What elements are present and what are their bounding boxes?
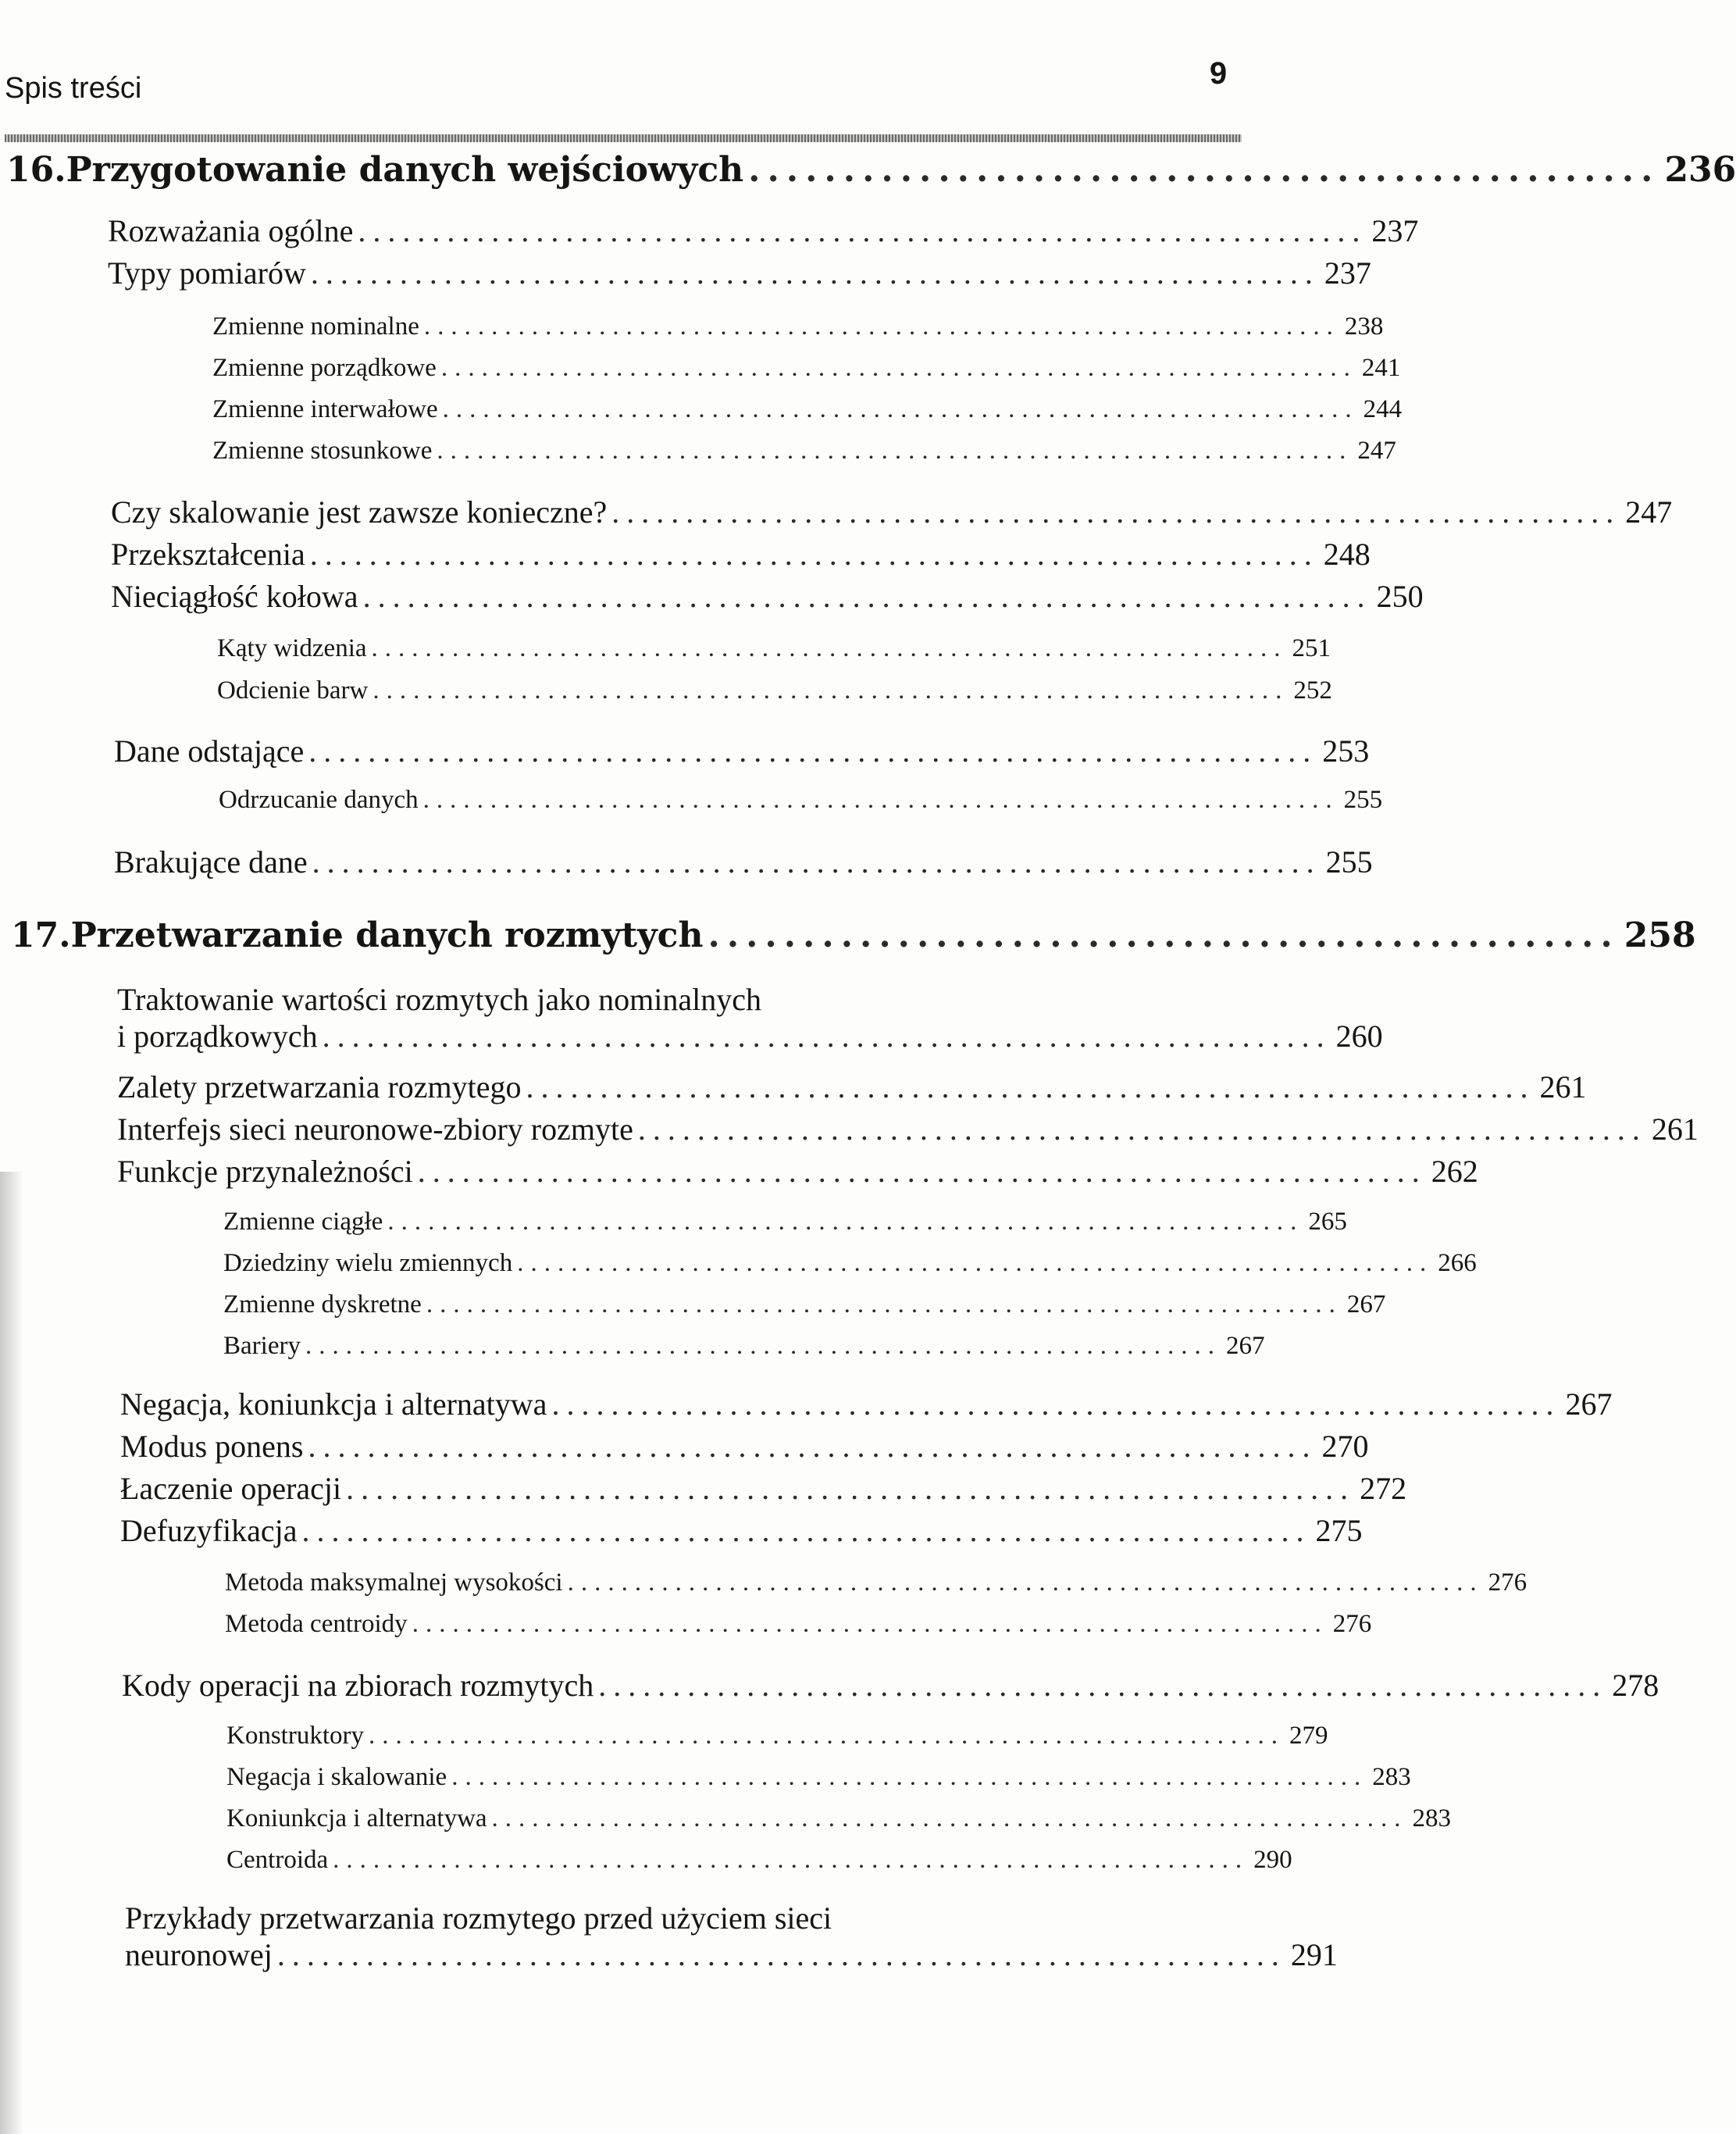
leader-dots: ....................................................................	[362, 579, 1372, 614]
leader-dots: ....................................................................	[598, 1668, 1608, 1703]
page-ref: 272	[1360, 1471, 1407, 1506]
entry-title: Dane odstające	[114, 733, 305, 769]
page-ref: 266	[1438, 1249, 1477, 1277]
entry-title: Odcienie barw	[217, 676, 369, 705]
leader-dots: ....................................................................	[426, 1290, 1342, 1319]
entry-title: Koniunkcja i alternatywa	[226, 1804, 487, 1832]
header-rule	[5, 134, 1242, 142]
page-ref: 261	[1539, 1069, 1587, 1104]
page-ref: 237	[1371, 213, 1419, 248]
toc-entry	[122, 1667, 1659, 1704]
toc-entry	[114, 844, 1373, 880]
page-ref: 260	[1335, 1019, 1383, 1054]
entry-title: Zmienne interwałowe	[212, 395, 438, 423]
page-ref: 261	[1651, 1112, 1699, 1147]
toc-subentry	[226, 1846, 1292, 1875]
page-ref: 252	[1293, 676, 1332, 705]
chapter-number: 17.	[11, 915, 71, 955]
leader-dots: ....................................................................	[309, 537, 1319, 572]
toc-entry	[108, 212, 1419, 249]
page-ref: 267	[1225, 1332, 1265, 1360]
entry-title: Zmienne ciągłe	[223, 1208, 383, 1236]
leader-dots: ....................................................................	[611, 494, 1621, 530]
leader-dots: ....................................................................	[312, 844, 1321, 880]
page-ref: 255	[1343, 786, 1383, 814]
toc-entry	[120, 1512, 1363, 1549]
entry-title: Dziedziny wielu zmiennych	[223, 1249, 513, 1277]
binding-shadow	[0, 1172, 23, 2134]
toc-subentry	[212, 437, 1396, 466]
entry-title: Zalety przetwarzania rozmytego	[117, 1069, 522, 1104]
entry-title: Zmienne nominalne	[212, 312, 419, 341]
leader-dots: ....................................................................	[442, 395, 1359, 423]
entry-title-line1: Przykłady przetwarzania rozmytego przed użyciem sieci	[125, 1900, 832, 1936]
page-number: 9	[1209, 56, 1228, 91]
toc-subentry	[223, 1208, 1347, 1237]
leader-dots: ....................................................................	[373, 676, 1289, 705]
leader-dots: ....................................................................	[526, 1069, 1535, 1104]
chapter-title: Przygotowanie danych wejściowych	[66, 150, 744, 190]
page-ref: 248	[1323, 537, 1371, 572]
leader-dots: ....................................................................	[276, 1937, 1286, 1972]
toc-chapter-16	[6, 150, 1736, 190]
entry-title: Bariery	[223, 1332, 301, 1360]
entry-title: Defuzyfikacja	[120, 1513, 298, 1548]
page-ref: 241	[1361, 354, 1401, 382]
leader-dots: ....................................................................	[422, 786, 1339, 814]
toc-subentry	[212, 354, 1401, 383]
leader-dots: ....................................................................	[412, 1610, 1328, 1638]
leader-dots: ....................................................................	[322, 1019, 1331, 1054]
toc-subentry	[212, 312, 1384, 341]
entry-title: Brakujące dane	[114, 844, 308, 880]
leader-dots: ....................................................................	[308, 733, 1318, 769]
entry-title: Metoda centroidy	[225, 1610, 408, 1638]
page-ref: 276	[1488, 1568, 1527, 1597]
leader-dots: ....................................................................	[308, 1429, 1317, 1464]
toc-entry	[111, 494, 1673, 530]
leader-dots: ....................................................................	[310, 255, 1320, 291]
entry-title-line1: Traktowanie wartości rozmytych jako nominalnych	[117, 982, 761, 1017]
toc-chapter-17	[11, 915, 1696, 955]
chapter-number: 16.	[6, 150, 66, 190]
entry-title: Typy pomiarów	[108, 255, 306, 291]
entry-title: Czy skalowanie jest zawsze konieczne?	[111, 494, 608, 530]
toc-entry	[108, 255, 1371, 291]
leader-dots: ....................................................................	[567, 1568, 1484, 1597]
page-ref: 290	[1253, 1846, 1292, 1874]
leader-dots: ....................................................................	[369, 1722, 1285, 1750]
entry-title: Kody operacji na zbiorach rozmytych	[122, 1668, 594, 1703]
leader-dots: ....................................................................	[437, 437, 1353, 465]
chapter-title: Przetwarzanie danych rozmytych	[70, 915, 704, 955]
entry-title-line2: neuronowej	[125, 1937, 273, 1972]
entry-title: Zmienne porządkowe	[212, 354, 437, 382]
page-ref: 279	[1289, 1722, 1328, 1750]
toc-subentry	[225, 1610, 1372, 1639]
toc-subentry	[212, 395, 1403, 424]
page-ref: 250	[1376, 579, 1424, 614]
page-ref: 276	[1332, 1610, 1372, 1638]
entry-title: Kąty widzenia	[217, 634, 367, 662]
leader-dots: ....................................................................	[637, 1112, 1647, 1147]
entry-title: Łaczenie operacji	[120, 1471, 342, 1506]
page-ref: 253	[1322, 733, 1370, 769]
leader-dots: ................................................	[748, 150, 1660, 190]
toc-entry	[114, 733, 1370, 769]
page-ref: 236	[1664, 150, 1736, 190]
page-ref: 278	[1612, 1668, 1659, 1703]
entry-title: Przekształcenia	[111, 537, 305, 572]
leader-dots: ....................................................................	[551, 1386, 1561, 1422]
page-ref: 238	[1344, 312, 1384, 341]
toc-subentry	[223, 1332, 1265, 1361]
toc-subentry	[226, 1763, 1411, 1792]
page-ref: 283	[1372, 1763, 1411, 1791]
page-ref: 267	[1346, 1290, 1386, 1319]
entry-title: Zmienne stosunkowe	[212, 437, 433, 465]
leader-dots: ....................................................................	[440, 354, 1357, 382]
entry-title: Metoda maksymalnej wysokości	[225, 1568, 563, 1597]
page-ref: 265	[1308, 1208, 1347, 1236]
page-ref: 247	[1357, 437, 1396, 465]
entry-title: Odrzucanie danych	[219, 786, 419, 814]
page-ref: 262	[1431, 1154, 1478, 1189]
leader-dots: ....................................................................	[301, 1513, 1311, 1548]
entry-title: Funkcje przynależności	[117, 1154, 413, 1189]
toc-entry-two-line	[125, 1900, 1338, 1973]
toc-subentry	[223, 1249, 1477, 1278]
page-ref: 291	[1290, 1937, 1338, 1972]
toc-subentry	[226, 1722, 1328, 1750]
page-ref: 244	[1363, 395, 1403, 423]
entry-title: Rozważania ogólne	[108, 213, 354, 248]
entry-title: Negacja, koniunkcja i alternatywa	[120, 1386, 547, 1422]
leader-dots: ....................................................................	[358, 213, 1367, 248]
leader-dots: ....................................................................	[333, 1846, 1249, 1874]
entry-title: Zmienne dyskretne	[223, 1290, 422, 1319]
page-ref: 267	[1565, 1386, 1613, 1422]
page-ref: 275	[1315, 1513, 1363, 1548]
entry-title: Negacja i skalowanie	[226, 1763, 447, 1791]
page-ref: 255	[1325, 844, 1373, 880]
toc-entry	[120, 1386, 1613, 1422]
toc-entry	[111, 578, 1424, 615]
toc-entry	[117, 1153, 1478, 1190]
page-ref: 270	[1321, 1429, 1369, 1464]
entry-title: Interfejs sieci neuronowe-zbiory rozmyte	[117, 1112, 633, 1147]
leader-dots: ....................................................................	[305, 1332, 1221, 1360]
entry-title: Centroida	[226, 1846, 329, 1874]
toc-entry	[111, 536, 1371, 573]
leader-dots: ....................................................................	[417, 1154, 1427, 1189]
toc-subentry	[225, 1568, 1527, 1597]
toc-entry-two-line	[117, 981, 1383, 1055]
page-ref: 247	[1625, 494, 1673, 530]
page-ref: 283	[1412, 1804, 1452, 1832]
entry-title: Nieciągłość kołowa	[111, 579, 358, 614]
leader-dots: ....................................................................	[371, 634, 1288, 662]
toc-entry	[117, 1111, 1699, 1147]
toc-entry	[117, 1069, 1587, 1105]
entry-title: Konstruktory	[226, 1722, 364, 1750]
running-title: Spis treści	[5, 72, 142, 105]
leader-dots: ....................................................................	[423, 312, 1340, 341]
toc-subentry	[217, 676, 1332, 705]
toc-subentry	[223, 1290, 1386, 1319]
leader-dots: ................................................	[708, 915, 1620, 955]
leader-dots: ....................................................................	[491, 1804, 1408, 1832]
entry-title-line2: i porządkowych	[117, 1019, 318, 1054]
leader-dots: ....................................................................	[517, 1249, 1434, 1277]
entry-title: Modus ponens	[120, 1429, 304, 1464]
leader-dots: ....................................................................	[451, 1763, 1368, 1791]
page-ref: 258	[1624, 915, 1696, 955]
toc-entry	[120, 1428, 1369, 1465]
leader-dots: ....................................................................	[387, 1208, 1304, 1236]
toc-subentry	[217, 634, 1331, 663]
leader-dots: ....................................................................	[346, 1471, 1356, 1506]
page-ref: 237	[1324, 255, 1371, 291]
toc-subentry	[219, 786, 1383, 815]
page-ref: 251	[1292, 634, 1331, 662]
toc-entry	[120, 1470, 1407, 1507]
toc-subentry	[226, 1804, 1452, 1833]
